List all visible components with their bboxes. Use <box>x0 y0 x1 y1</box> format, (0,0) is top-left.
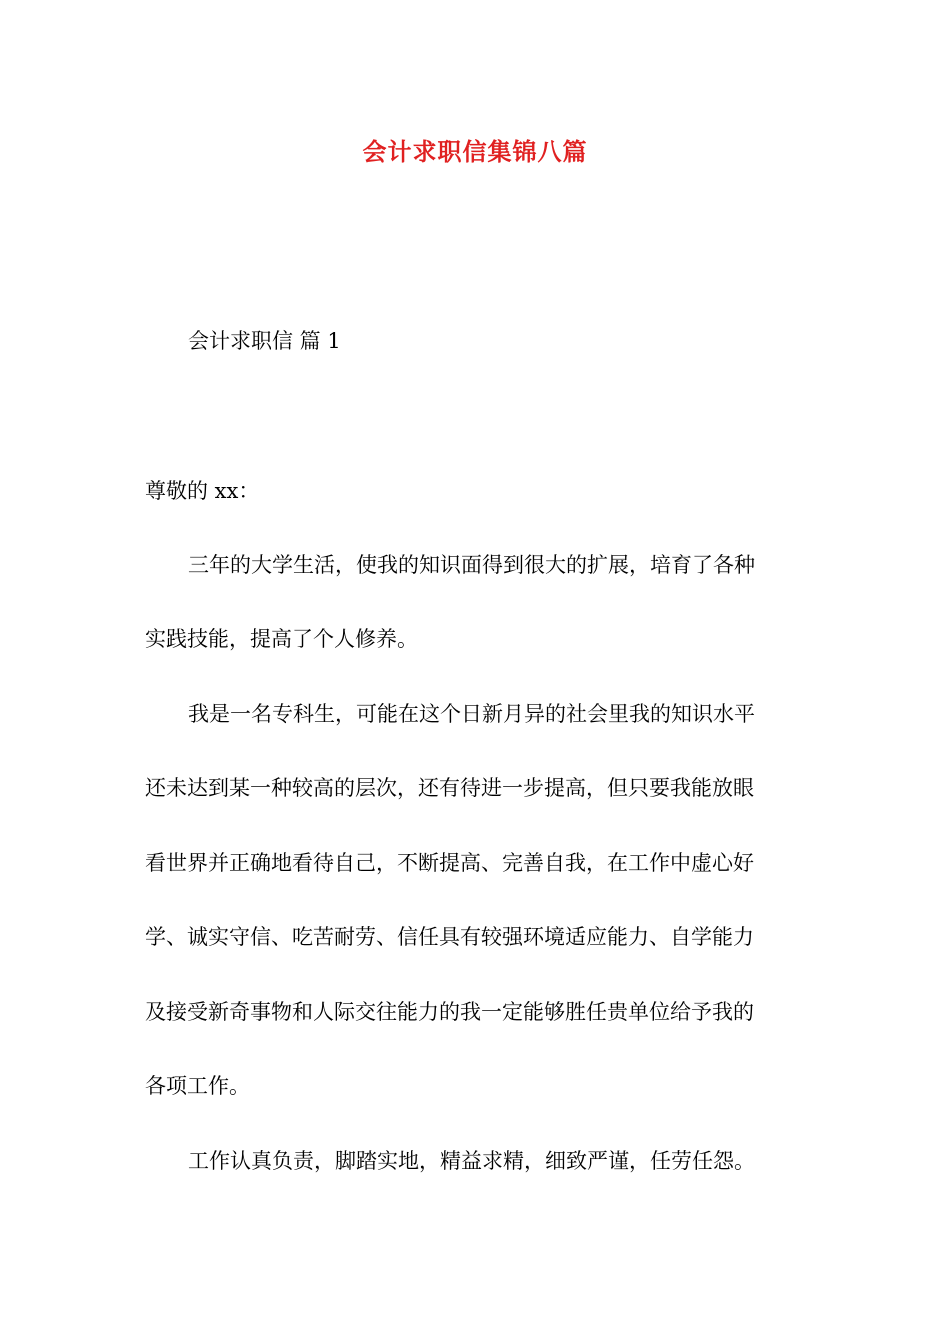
paragraph-line: 及接受新奇事物和人际交往能力的我一定能够胜任贵单位给予我的 <box>145 1000 754 1024</box>
section-heading: 会计求职信 篇 1 <box>188 329 341 353</box>
paragraph-line: 学、诚实守信、吃苦耐劳、信任具有较强环境适应能力、自学能力 <box>145 925 754 949</box>
paragraph-line: 看世界并正确地看待自己，不断提高、完善自我，在工作中虚心好 <box>145 851 754 875</box>
paragraph-line: 实践技能，提高了个人修养。 <box>145 627 418 651</box>
salutation: 尊敬的 xx： <box>145 479 260 503</box>
document-title: 会计求职信集锦八篇 <box>362 137 588 166</box>
paragraph-line: 我是一名专科生，可能在这个日新月异的社会里我的知识水平 <box>188 702 755 726</box>
paragraph-line: 各项工作。 <box>145 1074 250 1098</box>
paragraph-line: 三年的大学生活，使我的知识面得到很大的扩展，培育了各种 <box>188 553 755 577</box>
paragraph-line: 工作认真负责，脚踏实地，精益求精，细致严谨，任劳任怨。 <box>188 1149 755 1173</box>
paragraph-line: 还未达到某一种较高的层次，还有待进一步提高，但只要我能放眼 <box>145 776 754 800</box>
